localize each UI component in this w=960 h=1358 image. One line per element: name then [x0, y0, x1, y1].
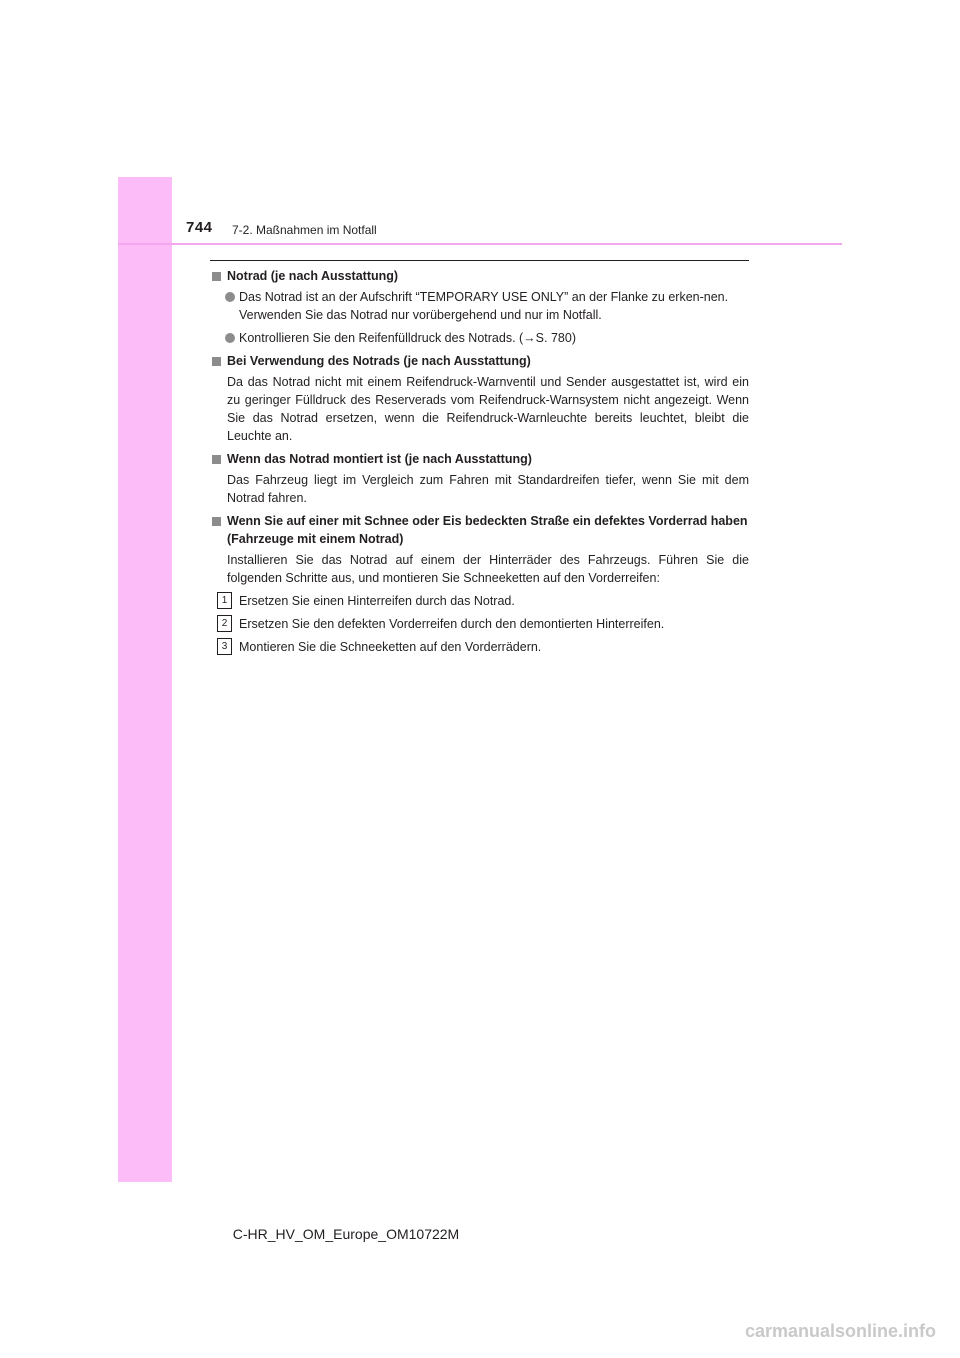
page-number: 744	[186, 219, 213, 236]
square-bullet-icon	[212, 517, 221, 526]
step-item	[210, 592, 749, 610]
heading-montiert	[210, 450, 749, 468]
main-content	[210, 267, 749, 661]
paragraph: Das Fahrzeug liegt im Vergleich zum Fahren mit Standardreifen tiefer, wenn Sie mit dem Notrad fahren.	[227, 473, 749, 505]
bullet-item	[210, 329, 749, 347]
bullet-text: Das Notrad ist an der Aufschrift “TEMPORARY USE ONLY” an der Flanke zu erken-nen.	[239, 290, 729, 304]
heading-verwendung	[210, 352, 749, 370]
step-number-box: 3	[217, 638, 232, 655]
content-top-rule	[210, 260, 749, 261]
step-item	[210, 638, 749, 656]
bullet-note: Verwenden Sie das Notrad nur vorübergehend und nur im Notfall.	[239, 308, 602, 322]
heading-text: Wenn Sie auf einer mit Schnee oder Eis bedeckten Straße ein defektes Vorderrad haben (Fahrzeuge mit einem Notrad)	[227, 514, 748, 546]
heading-text: Wenn das Notrad montiert ist (je nach Ausstattung)	[227, 452, 532, 466]
document-id: C-HR_HV_OM_Europe_OM10722M	[232, 1226, 460, 1242]
step-text: Ersetzen Sie einen Hinterreifen durch das Notrad.	[239, 594, 515, 608]
heading-notrad	[210, 267, 749, 285]
step-number-box: 1	[217, 592, 232, 609]
round-bullet-icon	[225, 333, 235, 343]
square-bullet-icon	[212, 455, 221, 464]
watermark-link[interactable]: carmanualsonline.info	[744, 1321, 936, 1341]
step-item	[210, 615, 749, 633]
section-title: 7-2. Maßnahmen im Notfall	[232, 223, 377, 237]
square-bullet-icon	[212, 357, 221, 366]
heading-schnee	[210, 512, 749, 548]
bullet-text: Kontrollieren Sie den Reifenfülldruck des Notrads. (→S. 780)	[239, 331, 576, 345]
side-tab-bar	[118, 177, 172, 1182]
heading-text: Bei Verwendung des Notrads (je nach Ausstattung)	[227, 354, 531, 368]
heading-text: Notrad (je nach Ausstattung)	[227, 269, 399, 283]
step-text: Ersetzen Sie den defekten Vorderreifen durch den demontierten Hinterreifen.	[239, 617, 665, 631]
step-number-box: 2	[217, 615, 232, 632]
square-bullet-icon	[212, 272, 221, 281]
step-text: Montieren Sie die Schneeketten auf den Vorderrädern.	[239, 640, 542, 654]
bullet-item	[210, 288, 749, 324]
paragraph: Da das Notrad nicht mit einem Reifendruck-Warnventil und Sender ausgestattet ist, wird ein zu geringer Fülldruck des Reserverads vom Reifendruck-Warnsystem nicht angezeigt. Wenn Sie das Notrad ersetzen, wenn die Reifendruck-Warnleuchte bereits leuchtet, bleibt die Leuchte an.	[227, 375, 749, 443]
header-rule	[118, 243, 842, 245]
paragraph: Installieren Sie das Notrad auf einem der Hinterräder des Fahrzeugs. Führen Sie die folgenden Schritte aus, und montieren Sie Schneeketten auf den Vorderreifen:	[227, 553, 749, 585]
round-bullet-icon	[225, 292, 235, 302]
